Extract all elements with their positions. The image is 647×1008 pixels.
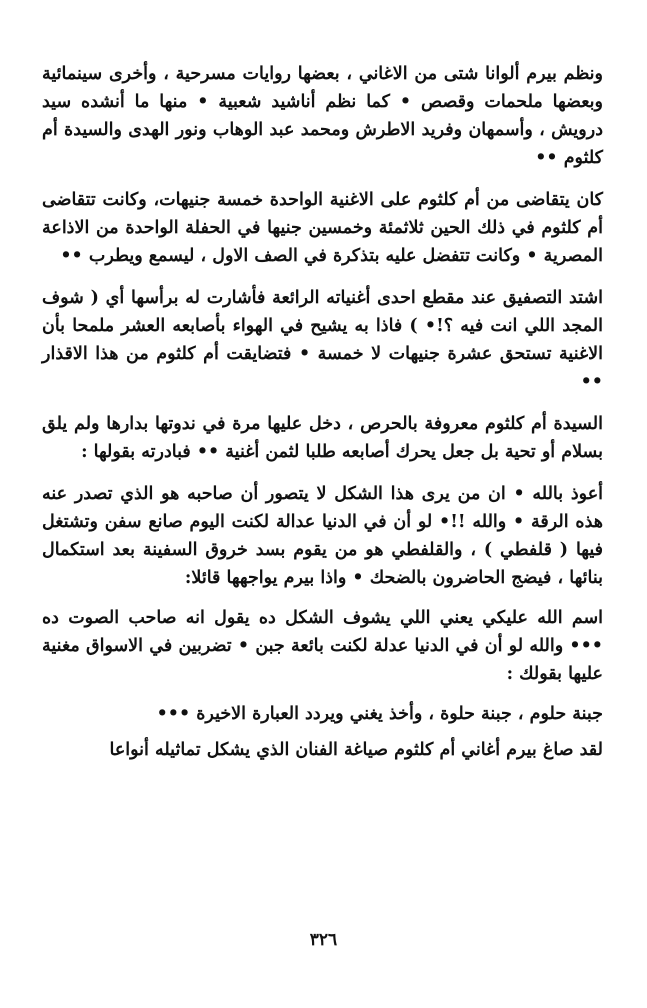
- body-text: [42, 60, 603, 764]
- paragraph-4: السيدة أم كلثوم معروفة بالحرص ، دخل عليها مرة في ندوتها بدارها ولم يلق بسلام أو تحية بل جعل يحرك أصابعه طلبا لثمن أغنية •• فبادرته بقولها :: [42, 414, 603, 462]
- paragraph-5: أعوذ بالله • ان من يرى هذا الشكل لا يتصور أن صاحبه هو الذي تصدر عنه هذه الرقة • والله !!• لو أن في الدنيا عدالة لكنت اليوم صانع سفن وتشتغل فيها ( قلفطي ) ، والقلفطي هو من يقوم بسد خروق السفينة بعد استكمال بنائها ، فيضج الحاضرون بالضحك • واذا بيرم يواجهها قائلا:: [42, 484, 603, 588]
- paragraph-6: اسم الله عليكي يعني اللي يشوف الشكل ده يقول انه صاحب الصوت ده ••• والله لو أن في الدنيا عدلة لكنت بائعة جبن • تضربين في الاسواق مغنية عليها بقولك :: [42, 608, 603, 684]
- paragraph-1: ونظم بيرم ألوانا شتى من الاغاني ، بعضها روايات مسرحية ، وأخرى سينمائية وبعضها ملحمات وقصص • كما نظم أناشيد شعبية • منها ما أنشده سيد درويش ، وأسمهان وفريد الاطرش ومحمد عبد الوهاب ونور الهدى والسيدة أم كلثوم ••: [42, 64, 603, 168]
- paragraph-7: جبنة حلوم ، جبنة حلوة ، وأخذ يغني ويردد العبارة الاخيرة •••: [156, 704, 603, 724]
- paragraph-2: كان يتقاضى من أم كلثوم على الاغنية الواحدة خمسة جنيهات، وكانت تتقاضى أم كلثوم في ذلك الحين ثلاثمئة وخمسين جنيها في الحفلة الواحدة من الاذاعة المصرية • وكانت تتفضل عليه بتذكرة في الصف الاول ، ليسمع ويطرب ••: [42, 190, 603, 266]
- page-number: ٣٢٦: [309, 930, 338, 950]
- paragraph-3: اشتد التصفيق عند مقطع احدى أغنياته الرائعة فأشارت له برأسها أي ( شوف المجد اللي انت فيه ؟!• ) فاذا به يشيح في الهواء بأصابعه العشر ملمحا بأن الاغنية تستحق عشرة جنيهات لا خمسة • فتضايقت أم كلثوم من هذا الاقذار ••: [42, 288, 603, 392]
- paragraph-8: لقد صاغ بيرم أغاني أم كلثوم صياغة الفنان الذي يشكل تماثيله أنواعا: [109, 740, 603, 760]
